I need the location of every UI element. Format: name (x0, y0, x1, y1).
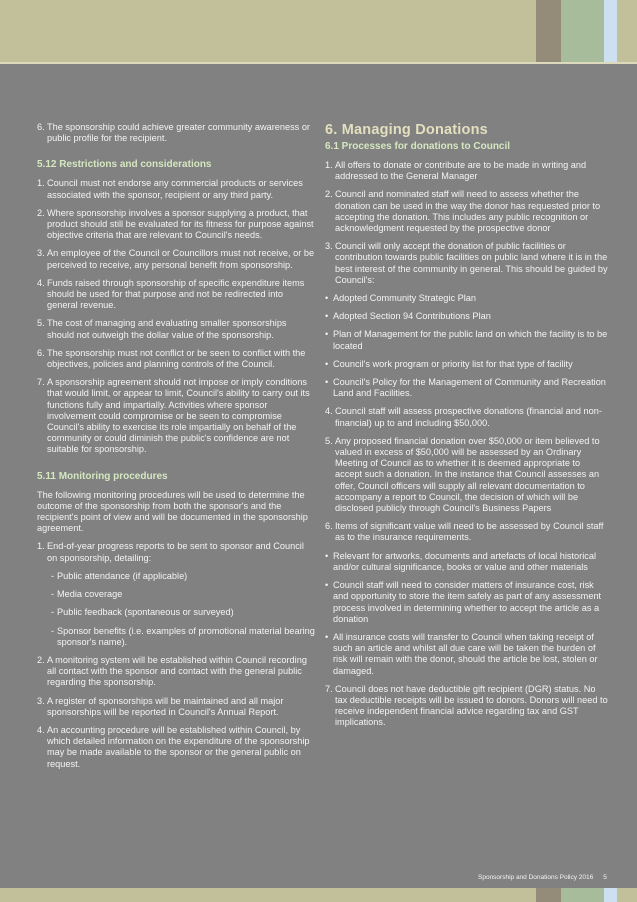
footer-stripe-blue (604, 888, 617, 902)
header-stripe-green (561, 0, 604, 62)
list-item: 4. An accounting procedure will be established within Council, by which detailed information on the expenditure of the sponsorship may be made available to the sponsor or the general public on request. (37, 724, 310, 769)
donations-list-c (325, 684, 608, 729)
footer-stripe-brown (536, 888, 561, 902)
page-number: 5 (603, 874, 607, 881)
sub-item: - Public attendance (if applicable) (51, 570, 188, 581)
bullet-icon: • (325, 293, 329, 304)
bullet-item: • Council's work program or priority list for that type of facility (325, 358, 573, 369)
left-column (37, 122, 315, 777)
list-item: 2. A monitoring system will be established within Council recording all contact with the sponsor and contact with the general public regarding the sponsorship. (37, 654, 307, 688)
monitoring-sublist (37, 571, 315, 648)
section-heading-5-11: 5.11 Monitoring procedures (37, 470, 168, 482)
bullet-icon: • (325, 311, 329, 322)
bullet-item: • Adopted Section 94 Contributions Plan (325, 311, 491, 322)
monitoring-intro: The following monitoring procedures will be used to determine the outcome of the sponsorship from both the sponsor's and the recipient's point of view and will be documented in the sponsorship agreement. (37, 489, 308, 534)
monitoring-list (37, 655, 315, 770)
donations-list-a (325, 160, 608, 286)
bullet-icon: • (325, 377, 329, 388)
list-item: 6. The sponsorship must not conflict or be seen to conflict with the objectives, policies and planning controls of the Council. (37, 347, 306, 370)
donations-list-b (325, 406, 608, 543)
list-item: 1. All offers to donate or contribute are to be made in writing and addressed to the General Manager (325, 160, 587, 182)
list-item: 6. Items of significant value will need to be assessed by Council staff as to the insurance requirements. (325, 521, 604, 543)
header-band (0, 0, 637, 64)
bullet-icon: • (325, 631, 329, 642)
dash-icon: - (51, 625, 55, 636)
bullet-icon: • (325, 329, 329, 340)
list-item: 6. The sponsorship could achieve greater community awareness or public profile for the recipient. (37, 122, 310, 144)
list-item: 1. End-of-year progress reports to be sent to sponsor and Council on sponsorship, detailing: (37, 541, 304, 563)
list-item: 5. Any proposed financial donation over $50,000 or item believed to valued in excess of $50,000 will be assessed by an Ordinary Meeting of Council as to whether it is deemed appropriate to accept such a donation. In the instance that Council assesses an offer, Council officers will supply all relevant documentation to accompany a report to Council, the decision of which will be disclosed publicly through Council's Business Papers (325, 435, 600, 514)
list-item: 2. Where sponsorship involves a sponsor supplying a product, that product should still be evaluated for its fitness for purpose against objective criteria that are relevant to Council's needs. (37, 207, 314, 241)
insurance-bullets (325, 551, 608, 677)
restrictions-list (37, 178, 315, 455)
header-stripe-brown (536, 0, 561, 62)
right-column (325, 122, 608, 736)
guidance-bullets (325, 293, 608, 399)
list-item: 3. A register of sponsorships will be maintained and all major sponsorships will be reported in Council's Annual Report. (37, 695, 284, 717)
list-item: 4. Funds raised through sponsorship of specific expenditure items should be used for that purpose and not be redirected into general revenue. (37, 277, 305, 311)
page-footer (478, 874, 607, 881)
bullet-item: • Council's Policy for the Management of Community and Recreation Land and Facilities. (325, 377, 606, 399)
list-item: 1. Council must not endorse any commercial products or services associated with the sponsor, recipient or any third party. (37, 178, 303, 200)
list-item: 7. A sponsorship agreement should not impose or imply conditions that would limit, or appear to limit, Council's ability to carry out its functions fully and impartially. Activities where sponsor involvement could compromise or be seen to compromise Council's ability to exercise its role impartially on behalf of the community or could diminish the public's confidence are not suitable for sponsorship. (37, 377, 310, 455)
list-item: 7. Council does not have deductible gift recipient (DGR) status. No tax deductible receipts will be issued to donors. Donors will need to receive independent financial advice regarding tax and GST implications. (325, 683, 608, 728)
dash-icon: - (51, 607, 55, 618)
bullet-item: • Adopted Community Strategic Plan (325, 293, 476, 304)
sub-item: - Sponsor benefits (i.e. examples of promotional material bearing sponsor's name). (51, 625, 315, 647)
sub-item: - Public feedback (spontaneous or surveyed) (51, 607, 234, 618)
bullet-item: • All insurance costs will transfer to Council when taking receipt of such an article and whilst all due care will be taken the burden of risk will remain with the donor, should the article be lost, stolen or damaged. (325, 631, 598, 676)
bullet-icon: • (325, 580, 329, 591)
list-item: 2. Council and nominated staff will need to assess whether the donation can be used in the way the donor has requested prior to accepting the donation. This includes any public recognition or acknowledgment requested by the prospective donor (325, 189, 601, 234)
footer-band (0, 888, 637, 902)
bullet-item: • Relevant for artworks, documents and artefacts of local historical and/or cultural significance, books or value and other materials (325, 550, 596, 572)
footer-stripe-green (561, 888, 604, 902)
list-item: 3. Council will only accept the donation of public facilities or contribution towards public facilities on public land where it is in the best interest of the community in general. This should be guided by Council's: (325, 241, 608, 285)
list-item: 4. Council staff will assess prospective donations (financial and non-financial) up to and including $50,000. (325, 406, 602, 428)
dash-icon: - (51, 570, 55, 581)
sub-item: - Media coverage (51, 589, 123, 600)
list-item: 5. The cost of managing and evaluating smaller sponsorships should not outweigh the dollar value of the sponsorship. (37, 318, 287, 340)
footer-title: Sponsorship and Donations Policy 2016 (478, 874, 594, 881)
bullet-icon: • (325, 358, 329, 369)
list-item: 3. An employee of the Council or Councillors must not receive, or be perceived to receive, any personal benefit from sponsorship. (37, 248, 315, 270)
header-stripe-blue (604, 0, 617, 62)
bullet-icon: • (325, 550, 329, 561)
bullet-item: • Plan of Management for the public land on which the facility is to be located (325, 329, 608, 351)
page-title: 6. Managing Donations (325, 122, 488, 138)
dash-icon: - (51, 589, 55, 600)
section-heading-6-1: 6.1 Processes for donations to Council (325, 141, 511, 152)
bullet-item: • Council staff will need to consider matters of insurance cost, risk and opportunity to store the item safely as part of any assessment process involved in determining whether to accept the article as a donation (325, 580, 602, 624)
section-heading-5-12: 5.12 Restrictions and considerations (37, 159, 212, 171)
